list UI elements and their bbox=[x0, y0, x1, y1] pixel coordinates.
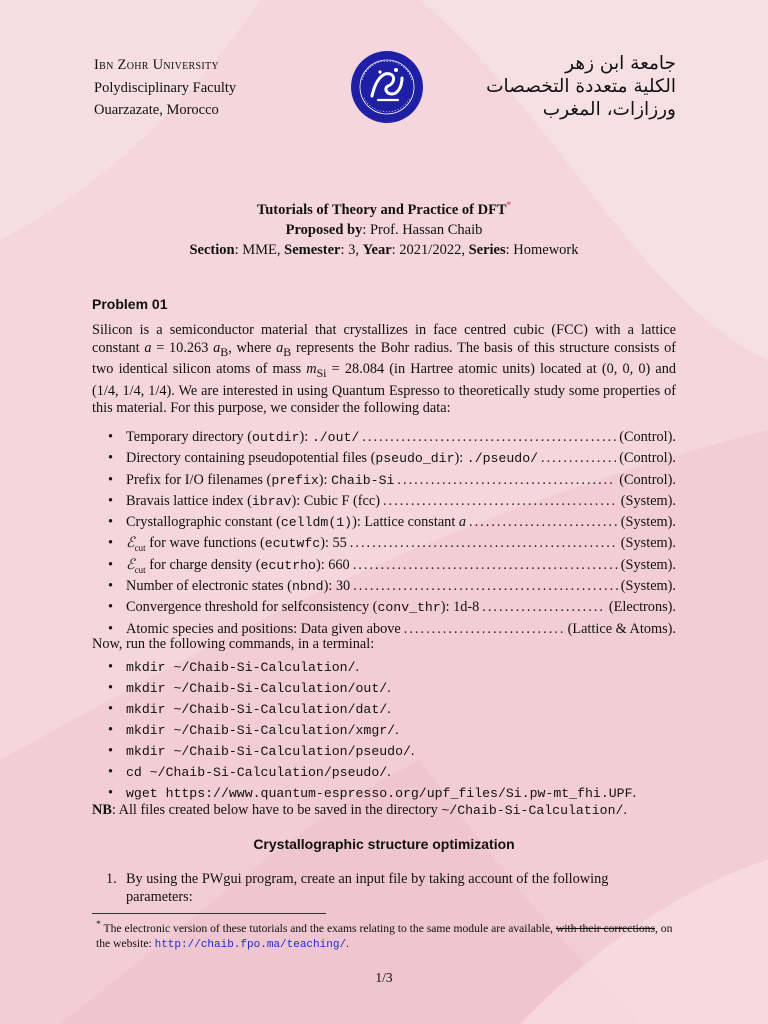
command-text[interactable]: • mkdir ~/Chaib-Si-Calculation/pseudo/ bbox=[126, 744, 411, 759]
header-left bbox=[94, 54, 236, 122]
course-info-line bbox=[0, 240, 768, 260]
bohr-symbol: a bbox=[213, 339, 221, 356]
bohr-subscript: B bbox=[220, 344, 229, 359]
faculty-location: Ouarzazate, Morocco bbox=[94, 102, 219, 118]
commands-intro: Now, run the following commands, in a terminal: bbox=[92, 636, 375, 652]
footnote-rule bbox=[92, 913, 326, 914]
namelist-category: (Control). bbox=[619, 450, 676, 467]
section-value: : MME, bbox=[234, 241, 285, 258]
leader-dots bbox=[541, 448, 616, 469]
leader-dots bbox=[353, 576, 618, 597]
namelist-category: (System). bbox=[620, 492, 676, 509]
header-right-arabic bbox=[486, 52, 676, 121]
note-label: NB bbox=[92, 802, 112, 818]
command-text[interactable]: • mkdir ~/Chaib-Si-Calculation/dat/ bbox=[126, 702, 388, 717]
lattice-symbol: a bbox=[144, 339, 152, 356]
mass-subscript: Si bbox=[316, 365, 327, 380]
leader-dots bbox=[362, 427, 616, 448]
command-item: • cd ~/Chaib-Si-Calculation/pseudo/ . bbox=[108, 762, 676, 783]
problem-statement bbox=[92, 322, 676, 418]
command-item: • mkdir ~/Chaib-Si-Calculation/xmgr/ . bbox=[108, 720, 676, 741]
list-item: • Number of electronic states (nbnd): 30 ..... (System). bbox=[108, 576, 676, 597]
arabic-location: ورزازات، المغرب bbox=[542, 99, 676, 120]
section-heading: Crystallographic structure optimization bbox=[253, 836, 515, 852]
command-list bbox=[108, 657, 676, 804]
leader-dots bbox=[397, 470, 616, 491]
series-value: : Homework bbox=[505, 241, 579, 258]
step-text: By using the PWgui program, create an input file by taking account of the following parameters: bbox=[126, 871, 609, 905]
input-data-list bbox=[108, 427, 676, 640]
namelist-category: (Control). bbox=[619, 429, 676, 445]
command-item: • mkdir ~/Chaib-Si-Calculation/ . bbox=[108, 657, 676, 678]
step-1 bbox=[106, 870, 676, 906]
proposed-by-line bbox=[0, 220, 768, 240]
title-block bbox=[0, 195, 768, 260]
list-item: • Prefix for I/O filenames (prefix): Chaib-Si ..... (Control). bbox=[108, 470, 676, 491]
list-item: • Atomic species and positions: Data given above ..... (Lattice & Atoms). bbox=[108, 619, 676, 640]
leader-dots bbox=[350, 533, 618, 554]
statement-part: = 28.084 (in Hartree atomic units) located at (0, 0, 0) and (1/4, 1/4, 1/4). We are interested in using Quantum Espresso to theoretically study some properties of this material. For this purpose, we consider the following data: bbox=[92, 361, 676, 417]
university-logo bbox=[350, 50, 424, 124]
list-item: • ℰ$_{cut}$ for charge density (ecutrho): 660 ..... (System). bbox=[108, 555, 676, 576]
document-title-line bbox=[0, 195, 768, 220]
namelist-category: (Control). bbox=[619, 471, 676, 488]
note-end: . bbox=[623, 802, 627, 818]
leader-dots bbox=[469, 512, 618, 533]
step-number: 1. bbox=[106, 871, 117, 887]
footnote bbox=[96, 917, 680, 954]
namelist-category: (System). bbox=[620, 578, 676, 595]
namelist-category: (System). bbox=[620, 556, 676, 573]
arabic-faculty-name: الكلية متعددة التخصصات bbox=[486, 76, 676, 97]
namelist-category: (Lattice & Atoms). bbox=[567, 620, 676, 637]
command-text[interactable]: • wget https://www.quantum-espresso.org/upf_files/Si.pw-mt_fhi.UPF bbox=[126, 786, 633, 801]
footnote-struck-text: with their corrections bbox=[555, 921, 655, 935]
namelist-category: (System). bbox=[620, 514, 676, 531]
list-item: • Directory containing pseudopotential files (pseudo_dir): ./pseudo/ ..... (Control). bbox=[108, 448, 676, 469]
command-item: • mkdir ~/Chaib-Si-Calculation/dat/ . bbox=[108, 699, 676, 720]
namelist-category: (System). bbox=[620, 535, 676, 552]
arabic-university-name: جامعة ابن زهر bbox=[565, 53, 676, 74]
leader-dots bbox=[404, 619, 565, 640]
title-footnote-mark[interactable]: * bbox=[506, 200, 512, 210]
proposed-by-value: : Prof. Hassan Chaib bbox=[362, 221, 483, 238]
leader-dots bbox=[353, 555, 618, 576]
proposed-by-label: Proposed by bbox=[285, 221, 363, 238]
statement-part: Silicon is a semiconductor material that crystallizes in face centred cubic (FCC) with a lattice constant bbox=[92, 322, 676, 356]
statement-part: = 10.263 bbox=[151, 339, 214, 356]
command-text[interactable]: • cd ~/Chaib-Si-Calculation/pseudo/ bbox=[126, 765, 388, 780]
semester-value: : 3, bbox=[340, 241, 363, 258]
list-item: • Temporary directory (outdir): ./out/ ..... (Control). bbox=[108, 427, 676, 448]
semester-label: Semester bbox=[284, 241, 341, 258]
year-value: : 2021/2022, bbox=[391, 241, 469, 258]
list-item: • Convergence threshold for selfconsistency (conv_thr): 1d-8 ..... (Electrons). bbox=[108, 597, 676, 618]
command-text[interactable]: • mkdir ~/Chaib-Si-Calculation/out/ bbox=[126, 681, 388, 696]
section-label: Section bbox=[189, 241, 235, 258]
university-name: Ibn Zohr University bbox=[94, 57, 219, 73]
note-line bbox=[92, 802, 627, 819]
command-item: • wget https://www.quantum-espresso.org/upf_files/Si.pw-mt_fhi.UPF . bbox=[108, 783, 676, 804]
namelist-category: (Electrons). bbox=[608, 599, 676, 616]
leader-dots bbox=[482, 597, 606, 618]
footnote-end: . bbox=[346, 937, 349, 951]
leader-dots bbox=[383, 491, 618, 512]
page-number: 1/3 bbox=[375, 970, 393, 985]
footnote-mark: * bbox=[96, 919, 101, 930]
document-title: Tutorials of Theory and Practice of DFT bbox=[256, 201, 507, 218]
note-text: : All files created below have to be saved in the directory bbox=[111, 802, 442, 818]
problem-heading: Problem 01 bbox=[92, 296, 168, 312]
bohr-subscript: B bbox=[283, 344, 292, 359]
faculty-name: Polydisciplinary Faculty bbox=[94, 79, 237, 96]
website-link[interactable]: http://chaib.fpo.ma/teaching/ bbox=[154, 939, 347, 952]
year-label: Year bbox=[362, 241, 392, 258]
footnote-text: , on the website: bbox=[96, 921, 673, 951]
footnote-text: The electronic version of these tutorials and the exams relating to the same module are available, bbox=[100, 921, 556, 935]
statement-part: , where bbox=[228, 339, 277, 356]
mass-symbol: m bbox=[306, 361, 317, 378]
command-text[interactable]: • mkdir ~/Chaib-Si-Calculation/ bbox=[126, 660, 356, 675]
bohr-symbol: a bbox=[276, 339, 284, 356]
list-item: • Bravais lattice index (ibrav): Cubic F (fcc) ..... (System). bbox=[108, 491, 676, 512]
statement-part: represents the Bohr radius. The basis of this structure consists of two identical silicon atoms of mass bbox=[92, 339, 676, 378]
command-text[interactable]: • mkdir ~/Chaib-Si-Calculation/xmgr/ bbox=[126, 723, 396, 738]
series-label: Series bbox=[468, 241, 506, 258]
command-item: • mkdir ~/Chaib-Si-Calculation/pseudo/ . bbox=[108, 741, 676, 762]
note-path: ~/Chaib-Si-Calculation/ bbox=[441, 803, 624, 818]
list-item: • Crystallographic constant (celldm(1)): Lattice constant a ..... (System). bbox=[108, 512, 676, 533]
command-item: • mkdir ~/Chaib-Si-Calculation/out/ . bbox=[108, 678, 676, 699]
list-item: • ℰ$_{cut}$ for wave functions (ecutwfc): 55 ..... (System). bbox=[108, 533, 676, 554]
